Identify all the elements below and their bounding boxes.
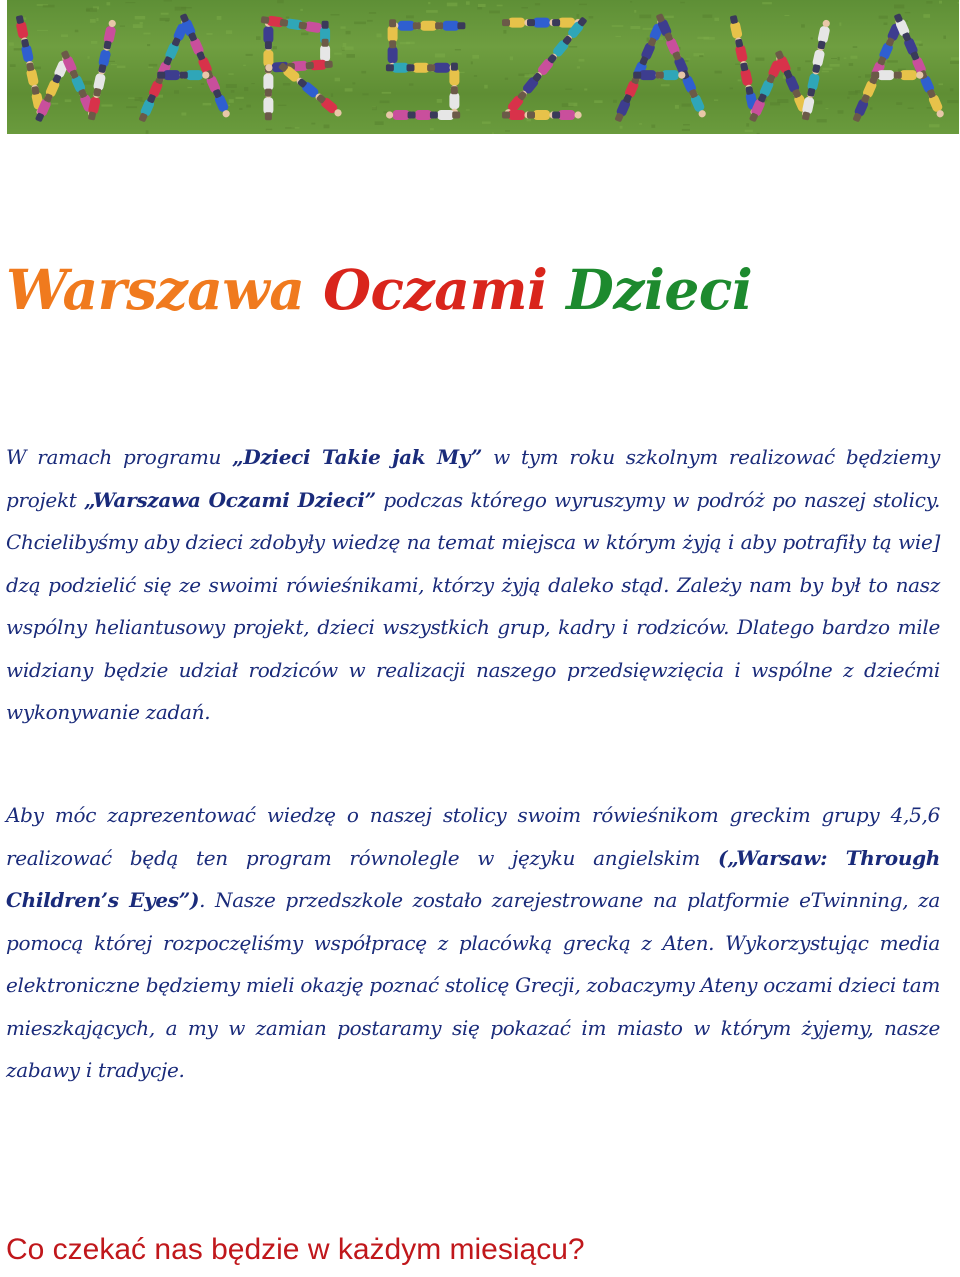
grass-patch bbox=[206, 33, 212, 35]
project-name: „Warszawa Oczami Dzieci” bbox=[84, 487, 376, 512]
grass-patch bbox=[345, 88, 353, 91]
grass-patch bbox=[437, 99, 442, 103]
grass-patch bbox=[239, 108, 242, 110]
grass-patch bbox=[474, 75, 477, 77]
grass-patch bbox=[482, 122, 491, 124]
grass-patch bbox=[535, 3, 540, 5]
grass-patch bbox=[10, 64, 16, 67]
grass-patch bbox=[630, 26, 640, 29]
grass-patch bbox=[286, 17, 289, 19]
grass-patch bbox=[651, 125, 655, 128]
title-word-oczami: Oczami bbox=[323, 257, 548, 322]
grass-patch bbox=[492, 132, 494, 134]
grass-patch bbox=[847, 97, 850, 99]
grass-patch bbox=[342, 47, 354, 50]
grass-patch bbox=[510, 57, 513, 61]
grass-patch bbox=[745, 130, 753, 132]
grass-patch bbox=[244, 87, 248, 91]
grass-patch bbox=[887, 60, 898, 62]
grass-patch bbox=[229, 99, 234, 103]
grass-patch bbox=[589, 16, 594, 18]
grass-patch bbox=[822, 71, 829, 73]
grass-patch bbox=[478, 4, 486, 7]
grass-patch bbox=[757, 133, 760, 134]
warszawa-children-banner bbox=[7, 0, 959, 134]
grass-patch bbox=[929, 124, 940, 127]
grass-patch bbox=[231, 90, 235, 93]
child-figure bbox=[687, 88, 708, 119]
grass-patch bbox=[382, 92, 391, 94]
etwinning-text-2: . Nasze przedszkole zostało zarejestrowane na platformie eTwinning, za pomocą której rozpoczęliśmy współpracę z placówką grecką z Aten. Wykorzystując media elektroniczne będziemy mieli okazję poznać stolicę Grecji, zobaczymy Ateny oczami dzieci tam mieszkających, a my w zamian postaramy się pokazać im miasto w którym żyjemy, nasze zabawy i tradycje. bbox=[6, 888, 941, 1082]
grass-patch bbox=[661, 84, 670, 86]
grass-patch bbox=[96, 18, 98, 21]
grass-patch bbox=[37, 30, 48, 31]
grass-patch bbox=[301, 33, 308, 36]
grass-patch bbox=[334, 53, 342, 55]
grass-patch bbox=[161, 13, 169, 15]
grass-patch bbox=[101, 104, 112, 106]
grass-patch bbox=[943, 36, 946, 39]
grass-patch bbox=[181, 7, 192, 8]
child-figure bbox=[386, 110, 416, 120]
grass-patch bbox=[409, 83, 414, 85]
grass-patch bbox=[715, 71, 722, 74]
grass-patch bbox=[86, 8, 97, 12]
grass-patch bbox=[9, 42, 14, 46]
grass-patch bbox=[477, 7, 482, 10]
grass-patch bbox=[43, 5, 55, 8]
grass-patch bbox=[489, 11, 500, 14]
grass-patch bbox=[246, 105, 251, 108]
grass-patch bbox=[133, 24, 143, 28]
grass-patch bbox=[51, 103, 58, 105]
grass-patch bbox=[149, 64, 158, 67]
grass-patch bbox=[584, 89, 587, 91]
child-figure bbox=[102, 19, 118, 50]
grass-patch bbox=[466, 109, 470, 110]
grass-patch bbox=[815, 101, 823, 105]
grass-patch bbox=[894, 5, 904, 9]
grass-patch bbox=[822, 68, 832, 70]
grass-patch bbox=[164, 0, 172, 1]
grass-patch bbox=[762, 2, 772, 4]
grass-patch bbox=[699, 55, 703, 57]
title-word-warszawa: Warszawa bbox=[6, 257, 305, 322]
grass-patch bbox=[125, 2, 135, 3]
grass-patch bbox=[714, 100, 718, 101]
grass-patch bbox=[346, 31, 351, 34]
grass-patch bbox=[331, 93, 333, 97]
grass-patch bbox=[140, 22, 143, 24]
child-figure bbox=[552, 110, 582, 120]
grass-patch bbox=[613, 100, 617, 103]
grass-patch bbox=[680, 2, 685, 3]
grass-patch bbox=[682, 104, 691, 107]
grass-patch bbox=[117, 66, 126, 69]
grass-patch bbox=[362, 93, 368, 95]
etwinning-paragraph bbox=[6, 794, 940, 1092]
grass-patch bbox=[352, 82, 355, 84]
grass-patch bbox=[277, 0, 284, 3]
grass-patch bbox=[579, 4, 587, 5]
grass-patch bbox=[228, 73, 233, 75]
grass-patch bbox=[380, 101, 390, 104]
grass-patch bbox=[135, 97, 143, 101]
grass-patch bbox=[455, 49, 461, 50]
grass-patch bbox=[217, 16, 222, 20]
grass-patch bbox=[505, 130, 510, 131]
grass-patch bbox=[120, 26, 125, 27]
grass-patch bbox=[811, 37, 813, 39]
grass-patch bbox=[135, 16, 146, 19]
grass-patch bbox=[201, 83, 204, 85]
grass-patch bbox=[256, 36, 261, 40]
program-name: „Dzieci Takie jak My” bbox=[232, 445, 483, 469]
grass-patch bbox=[283, 83, 290, 86]
grass-patch bbox=[577, 66, 580, 68]
grass-patch bbox=[107, 2, 111, 5]
grass-patch bbox=[346, 54, 355, 58]
grass-patch bbox=[746, 123, 749, 126]
grass-patch bbox=[466, 1, 470, 5]
grass-patch bbox=[616, 36, 622, 37]
grass-patch bbox=[246, 54, 253, 56]
grass-patch bbox=[91, 41, 97, 44]
grass-patch bbox=[497, 5, 503, 7]
grass-patch bbox=[527, 119, 532, 121]
grass-patch bbox=[143, 33, 150, 35]
grass-patch bbox=[428, 2, 430, 4]
grass-patch bbox=[251, 83, 254, 84]
child-figure bbox=[894, 70, 924, 80]
grass-patch bbox=[950, 61, 959, 64]
grass-patch bbox=[686, 59, 691, 60]
grass-patch bbox=[926, 1, 932, 4]
grass-patch bbox=[521, 7, 528, 9]
grass-patch bbox=[831, 58, 837, 59]
grass-patch bbox=[594, 100, 603, 103]
grass-patch bbox=[61, 34, 68, 37]
grass-patch bbox=[160, 18, 170, 21]
grass-patch bbox=[435, 53, 445, 57]
grass-patch bbox=[797, 67, 800, 71]
grass-patch bbox=[738, 80, 741, 82]
grass-patch bbox=[755, 58, 764, 61]
grass-patch bbox=[35, 67, 41, 70]
child-figure bbox=[816, 19, 832, 50]
grass-patch bbox=[354, 22, 366, 25]
grass-patch bbox=[801, 24, 805, 27]
grass-patch bbox=[568, 103, 577, 107]
monthly-question-heading: Co czekać nas będzie w każdym miesiącu? bbox=[6, 1233, 585, 1266]
grass-patch bbox=[126, 106, 137, 108]
intro-text-1: W ramach programu bbox=[6, 445, 233, 469]
grass-patch bbox=[682, 129, 690, 131]
child-figure bbox=[211, 88, 232, 119]
grass-patch bbox=[377, 34, 382, 38]
grass-patch bbox=[484, 85, 488, 89]
grass-patch bbox=[146, 130, 149, 134]
grass-patch bbox=[90, 19, 96, 23]
grass-patch bbox=[879, 16, 888, 19]
grass-patch bbox=[273, 46, 277, 49]
grass-patch bbox=[331, 14, 340, 16]
grass-patch bbox=[226, 84, 237, 88]
grass-patch bbox=[830, 64, 840, 67]
child-figure bbox=[656, 70, 686, 80]
grass-patch bbox=[697, 37, 709, 39]
grass-patch bbox=[426, 10, 438, 13]
grass-patch bbox=[174, 90, 179, 93]
grass-patch bbox=[838, 57, 840, 61]
grass-patch bbox=[817, 119, 827, 122]
child-figure bbox=[180, 70, 210, 80]
intro-paragraph bbox=[6, 436, 940, 734]
grass-patch bbox=[950, 88, 954, 91]
grass-patch bbox=[203, 103, 212, 106]
grass-patch bbox=[639, 123, 642, 125]
english-project-name: („Warsaw: Through Children’s Eyes”) bbox=[6, 845, 940, 912]
grass-patch bbox=[361, 71, 366, 74]
grass-patch bbox=[951, 57, 959, 60]
grass-patch bbox=[343, 43, 347, 47]
grass-patch bbox=[372, 106, 377, 110]
child-figure bbox=[315, 92, 344, 119]
grass-patch bbox=[630, 1, 632, 3]
grass-patch bbox=[505, 78, 508, 80]
grass-patch bbox=[848, 91, 857, 95]
grass-patch bbox=[826, 108, 829, 109]
grass-patch bbox=[870, 107, 873, 109]
page-title bbox=[6, 257, 753, 322]
grass-patch bbox=[187, 87, 192, 88]
grass-patch bbox=[579, 59, 585, 62]
grass-patch bbox=[565, 89, 572, 90]
grass-patch bbox=[278, 105, 287, 106]
grass-patch bbox=[777, 99, 788, 103]
grass-patch bbox=[947, 100, 958, 103]
grass-patch bbox=[849, 63, 853, 66]
grass-patch bbox=[181, 113, 186, 116]
grass-patch bbox=[88, 56, 90, 59]
grass-patch bbox=[430, 128, 434, 130]
grass-patch bbox=[14, 48, 22, 50]
grass-patch bbox=[243, 65, 246, 66]
grass-patch bbox=[148, 67, 153, 69]
grass-patch bbox=[236, 97, 244, 99]
grass-patch bbox=[577, 14, 580, 18]
grass-patch bbox=[406, 42, 415, 45]
grass-patch bbox=[266, 129, 272, 131]
banner-graphic bbox=[7, 0, 959, 134]
grass-patch bbox=[285, 127, 295, 128]
grass-patch bbox=[664, 16, 673, 19]
grass-patch bbox=[612, 25, 624, 27]
grass-patch bbox=[958, 2, 959, 4]
grass-patch bbox=[844, 58, 847, 59]
grass-patch bbox=[335, 78, 340, 82]
grass-patch bbox=[340, 26, 345, 29]
grass-patch bbox=[730, 88, 733, 90]
grass-patch bbox=[784, 15, 789, 16]
grass-patch bbox=[939, 1, 942, 4]
grass-patch bbox=[714, 18, 719, 21]
grass-patch bbox=[375, 121, 384, 125]
grass-patch bbox=[839, 22, 841, 26]
grass-patch bbox=[939, 83, 944, 85]
grass-patch bbox=[838, 110, 844, 113]
grass-patch bbox=[65, 99, 72, 102]
grass-patch bbox=[503, 30, 506, 34]
child-figure bbox=[925, 88, 946, 119]
grass-patch bbox=[896, 102, 902, 105]
grass-patch bbox=[639, 15, 651, 19]
grass-patch bbox=[471, 61, 473, 64]
grass-patch bbox=[683, 124, 690, 125]
etwinning-text-1: Aby móc zaprezentować wiedzę o naszej stolicy swoim rówieśnikom greckim grupy 4,5,6 realizować będą ten program równolegle w języku angielskim bbox=[6, 803, 940, 870]
grass-patch bbox=[226, 30, 232, 34]
grass-patch bbox=[75, 30, 79, 33]
grass-patch bbox=[324, 125, 330, 129]
grass-patch bbox=[367, 20, 373, 22]
intro-text-2: w tym roku szkolnym realizować będziemy projekt bbox=[6, 445, 940, 512]
grass-patch bbox=[634, 10, 636, 13]
grass-patch bbox=[858, 76, 861, 78]
grass-patch bbox=[905, 12, 911, 13]
grass-patch bbox=[884, 23, 888, 26]
grass-patch bbox=[908, 108, 914, 109]
grass-patch bbox=[703, 15, 713, 18]
grass-patch bbox=[923, 14, 930, 18]
grass-patch bbox=[853, 46, 858, 48]
grass-patch bbox=[311, 123, 315, 125]
grass-patch bbox=[406, 15, 414, 18]
grass-patch bbox=[675, 105, 679, 109]
grass-patch bbox=[369, 12, 376, 14]
grass-patch bbox=[447, 3, 458, 7]
grass-patch bbox=[472, 55, 479, 59]
grass-patch bbox=[300, 9, 303, 11]
grass-patch bbox=[111, 64, 117, 65]
grass-patch bbox=[569, 46, 577, 47]
title-word-dzieci: Dzieci bbox=[566, 257, 753, 322]
grass-patch bbox=[147, 44, 150, 46]
intro-text-3: podczas którego wyruszymy w podróż po naszej stolicy. Chcielibyśmy aby dzieci zdobyły wiedzę na temat miejsca w którym żyją i aby potrafiły tą wie] dzą podzielić się ze swoimi rówieśnikami, którzy żyją daleko stąd. Zależy nam by był to nasz wspólny heliantusowy projekt, dzieci wszystkich grup, kadry i rodziców. Dlatego bardzo mile widziany będzie udział rodziców w realizacji naszego przedsięwzięcia i wspólne z dziećmi wykonywanie zadań. bbox=[6, 487, 941, 724]
grass-patch bbox=[850, 56, 857, 59]
grass-patch bbox=[805, 60, 811, 62]
grass-patch bbox=[620, 126, 623, 129]
